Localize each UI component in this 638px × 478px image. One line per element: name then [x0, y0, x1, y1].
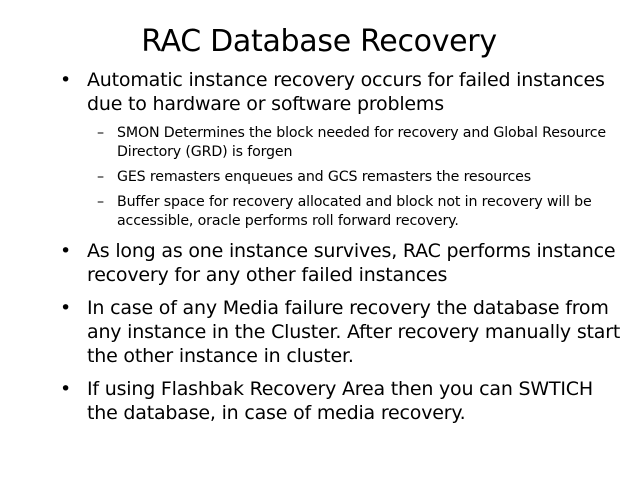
bullet-list: [60, 68, 626, 434]
bullet-item: [60, 377, 626, 425]
bullet-text: Automatic instance recovery occurs for failed instances due to hardware or software problems: [87, 69, 605, 115]
bullet-icon: •: [60, 69, 72, 91]
dash-icon: –: [97, 125, 104, 141]
dash-icon: –: [97, 194, 104, 210]
sub-bullet-list: [60, 124, 626, 231]
bullet-text: If using Flashbak Recovery Area then you can SWTICH the database, in case of media recovery.: [87, 378, 593, 424]
sub-bullet-item: [97, 193, 626, 231]
sub-bullet-text: Buffer space for recovery allocated and block not in recovery will be accessible, oracle performs roll forward recovery.: [117, 194, 592, 229]
bullet-item: [60, 296, 626, 368]
bullet-icon: •: [60, 240, 72, 262]
sub-bullet-item: [97, 168, 626, 187]
bullet-icon: •: [60, 297, 72, 319]
bullet-text: In case of any Media failure recovery the database from any instance in the Cluster. After recovery manually start the other instance in cluster.: [87, 297, 621, 367]
dash-icon: –: [97, 169, 104, 185]
bullet-item: [60, 239, 626, 287]
bullet-text: As long as one instance survives, RAC performs instance recovery for any other failed instances: [87, 240, 616, 286]
slide-title: RAC Database Recovery: [141, 24, 497, 59]
sub-bullet-item: [97, 124, 626, 162]
bullet-item: [60, 68, 626, 116]
sub-bullet-text: GES remasters enqueues and GCS remasters the resources: [117, 169, 531, 185]
bullet-icon: •: [60, 378, 72, 400]
sub-bullet-text: SMON Determines the block needed for recovery and Global Resource Directory (GRD) is forgen: [117, 125, 606, 160]
